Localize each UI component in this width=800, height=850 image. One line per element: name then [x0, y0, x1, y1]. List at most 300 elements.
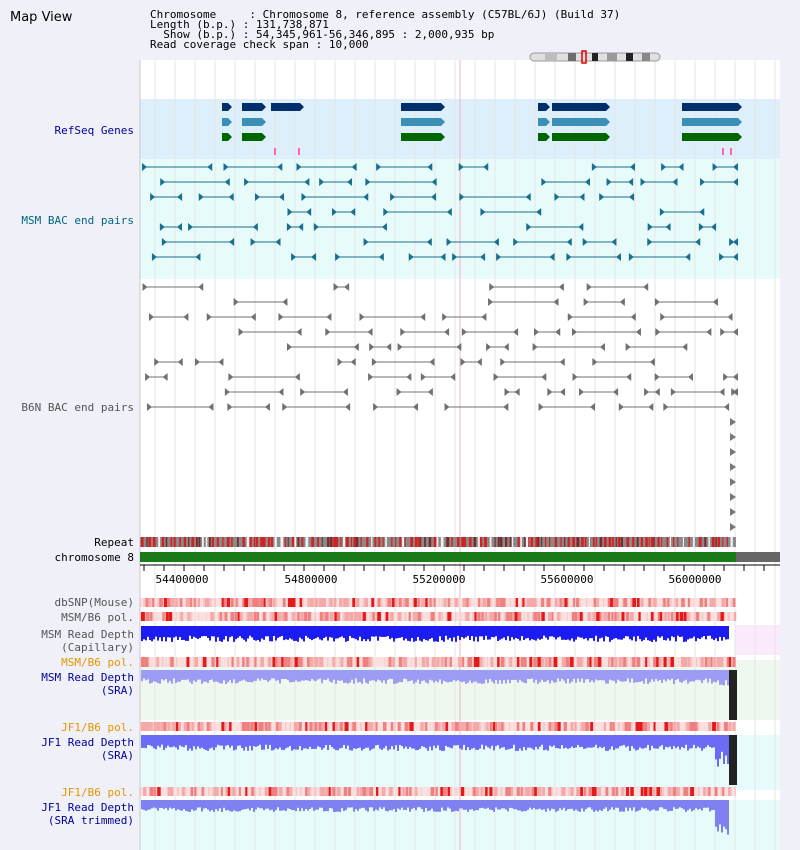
depth-bar: [543, 626, 545, 636]
repeat-element: [356, 537, 359, 547]
depth-bar: [649, 626, 651, 641]
heatmap-cell: [315, 722, 318, 731]
heatmap-cell: [564, 598, 567, 607]
depth-bar: [359, 735, 361, 748]
depth-bar: [153, 670, 155, 681]
depth-bar: [469, 800, 471, 810]
heatmap-cell: [676, 787, 679, 796]
depth-bar: [699, 800, 701, 809]
heatmap-cell: [680, 612, 684, 621]
heatmap-cell: [159, 657, 161, 667]
heatmap-cell: [564, 612, 567, 621]
depth-bar: [519, 626, 521, 641]
depth-bar: [513, 735, 515, 745]
repeat-element: [699, 537, 702, 547]
repeat-element: [188, 537, 189, 547]
depth-bar: [325, 626, 327, 637]
depth-bar: [317, 670, 319, 679]
depth-bar: [319, 626, 321, 639]
depth-bar: [635, 670, 637, 682]
depth-bar: [507, 670, 509, 680]
track-label-jf1-b6-pol-1[interactable]: JF1/B6 pol.: [61, 721, 134, 734]
repeat-element: [560, 537, 561, 547]
depth-bar: [681, 670, 683, 683]
depth-bar: [613, 670, 615, 681]
depth-bar: [389, 735, 391, 749]
repeat-element: [254, 537, 256, 547]
depth-bar-peak: [721, 800, 723, 832]
track-label-msm-depth-capillary[interactable]: MSM Read Depth: [41, 628, 134, 641]
depth-bar: [149, 800, 151, 809]
depth-bar: [243, 626, 245, 640]
depth-bar: [383, 670, 385, 680]
depth-bar: [657, 670, 659, 681]
depth-bar: [365, 735, 367, 748]
depth-bar: [573, 800, 575, 811]
depth-bar: [329, 670, 331, 682]
heatmap-cell: [626, 612, 629, 621]
depth-bar: [149, 626, 151, 640]
track-label-repeat[interactable]: Repeat: [94, 536, 134, 549]
heatmap-cell: [357, 787, 359, 796]
heatmap-cell: [301, 787, 305, 796]
heatmap-cell: [172, 722, 175, 731]
depth-bar: [409, 626, 411, 641]
heatmap-cell: [634, 612, 638, 621]
depth-bar: [173, 626, 175, 638]
depth-bar: [657, 735, 659, 749]
heatmap-cell: [522, 612, 524, 621]
depth-bar: [441, 626, 443, 640]
depth-bar: [247, 735, 249, 751]
repeat-element: [371, 537, 372, 547]
depth-bar: [551, 626, 553, 636]
depth-bar: [233, 800, 235, 810]
track-label-refseq[interactable]: RefSeq Genes: [54, 124, 134, 137]
depth-bar: [141, 626, 143, 641]
heatmap-cell: [511, 787, 514, 796]
depth-bar: [431, 735, 433, 750]
depth-bar: [361, 670, 363, 684]
depth-bar: [335, 735, 337, 750]
repeat-element: [649, 537, 650, 547]
chromosome-ideogram[interactable]: [530, 51, 660, 63]
depth-bar: [251, 670, 253, 682]
depth-bar: [641, 735, 643, 749]
heatmap-cell: [577, 722, 580, 731]
depth-bar: [457, 670, 459, 680]
depth-bar: [311, 735, 313, 749]
depth-bar: [165, 800, 167, 808]
heatmap-cell: [685, 598, 688, 607]
repeat-element: [693, 537, 695, 547]
depth-bar: [375, 670, 377, 682]
depth-bar: [487, 626, 489, 640]
depth-bar: [657, 800, 659, 810]
heatmap-cell: [245, 787, 247, 796]
track-label-b6n-bac[interactable]: B6N BAC end pairs: [21, 401, 134, 414]
depth-bar: [645, 626, 647, 638]
depth-bar: [349, 800, 351, 808]
track-label-msm-b6-pol-2[interactable]: MSM/B6 pol.: [61, 656, 134, 669]
depth-bar: [703, 735, 705, 749]
depth-bar: [257, 800, 259, 807]
depth-bar: [433, 800, 435, 812]
heatmap-cell: [152, 657, 155, 667]
depth-bar: [213, 735, 215, 750]
heatmap-cell: [290, 657, 292, 667]
depth-bar: [585, 626, 587, 638]
depth-bar: [235, 735, 237, 750]
depth-bar: [663, 626, 665, 640]
depth-bar: [501, 670, 503, 684]
depth-bar: [303, 800, 305, 811]
depth-bar: [719, 626, 721, 637]
depth-bar: [245, 670, 247, 681]
heatmap-cell: [501, 722, 503, 731]
depth-bar: [259, 670, 261, 681]
heatmap-cell: [569, 598, 572, 607]
depth-bar: [513, 626, 515, 639]
depth-bar: [615, 735, 617, 748]
heatmap-cell: [495, 722, 497, 731]
heatmap-cell: [617, 612, 620, 621]
depth-bar: [375, 800, 377, 809]
depth-bar: [539, 626, 541, 640]
depth-bar: [671, 800, 673, 811]
gene-feature: [222, 118, 228, 126]
heatmap-cell: [501, 657, 505, 667]
heatmap-cell: [268, 722, 270, 731]
track-label-msm-depth-sra[interactable]: MSM Read Depth: [41, 671, 134, 684]
depth-bar: [649, 670, 651, 682]
depth-bar: [367, 735, 369, 748]
depth-bar: [157, 626, 159, 641]
depth-bar: [385, 626, 387, 637]
heatmap-cell: [551, 722, 553, 731]
depth-bar: [201, 735, 203, 748]
heatmap-cell: [207, 722, 210, 731]
heatmap-cell: [247, 787, 250, 796]
heatmap-cell: [561, 722, 564, 731]
repeat-element: [330, 537, 333, 547]
depth-bar: [227, 800, 229, 810]
depth-bar: [301, 735, 303, 750]
depth-bar: [291, 670, 293, 682]
depth-bar: [241, 626, 243, 638]
repeat-element: [637, 537, 639, 547]
depth-bar: [697, 735, 699, 747]
depth-bar: [643, 735, 645, 748]
depth-bar: [149, 670, 151, 684]
depth-bar: [665, 735, 667, 747]
depth-bar: [647, 735, 649, 745]
heatmap-cell: [682, 722, 685, 731]
depth-bar: [653, 800, 655, 809]
depth-bar: [631, 670, 633, 679]
depth-bar: [269, 800, 271, 810]
depth-bar: [381, 670, 383, 683]
depth-bar: [575, 800, 577, 809]
depth-bar: [599, 670, 601, 680]
heatmap-cell: [549, 657, 551, 667]
depth-bar: [727, 626, 729, 639]
repeat-element: [600, 537, 603, 547]
heatmap-cell: [690, 787, 694, 796]
heatmap-cell: [626, 787, 629, 796]
depth-bar: [453, 735, 455, 745]
track-label-jf1-depth-trimmed[interactable]: JF1 Read Depth: [41, 801, 134, 814]
depth-bar: [643, 670, 645, 684]
view-title: Map View: [10, 10, 73, 25]
depth-bar: [291, 735, 293, 751]
track-label-msm-b6-pol-1[interactable]: MSM/B6 pol.: [61, 611, 134, 624]
heatmap-cell: [570, 657, 574, 667]
heatmap-cell: [699, 612, 701, 621]
track-label-jf1-b6-pol-2[interactable]: JF1/B6 pol.: [61, 786, 134, 799]
depth-bar: [411, 626, 413, 638]
heatmap-cell: [195, 612, 199, 621]
heatmap-cell: [562, 657, 566, 667]
repeat-element: [385, 537, 387, 547]
depth-bar-peak: [725, 670, 727, 680]
depth-bar: [433, 735, 435, 746]
heatmap-cell: [628, 657, 630, 667]
track-label-chromosome[interactable]: chromosome 8: [54, 551, 134, 564]
repeat-element: [581, 537, 584, 547]
heatmap-cell: [256, 787, 259, 796]
gene-feature: [682, 133, 738, 141]
depth-bar: [159, 670, 161, 684]
depth-bar: [337, 735, 339, 750]
heatmap-cell: [471, 598, 475, 607]
depth-bar: [617, 735, 619, 748]
heatmap-cell: [643, 612, 646, 621]
heatmap-cell: [265, 787, 268, 796]
depth-bar: [667, 670, 669, 679]
depth-bar: [471, 735, 473, 749]
depth-bar: [365, 800, 367, 810]
depth-bar: [515, 735, 517, 751]
depth-bar: [347, 800, 349, 808]
depth-bar: [407, 670, 409, 681]
depth-bar: [305, 670, 307, 680]
heatmap-cell: [389, 787, 393, 796]
depth-bar: [313, 800, 315, 811]
depth-bar: [223, 800, 225, 808]
heatmap-cell: [621, 787, 624, 796]
repeat-element: [673, 537, 674, 547]
depth-bar: [249, 800, 251, 811]
depth-bar: [549, 735, 551, 746]
depth-bar: [267, 800, 269, 808]
heatmap-cell: [494, 612, 497, 621]
heatmap-cell: [421, 722, 424, 731]
depth-bar: [155, 800, 157, 808]
depth-bar: [607, 626, 609, 637]
heatmap-cell: [261, 657, 264, 667]
heatmap-cell: [333, 657, 335, 667]
depth-bar: [587, 800, 589, 808]
repeat-element: [275, 537, 277, 547]
heatmap-cell: [724, 787, 728, 796]
depth-bar: [313, 735, 315, 749]
heatmap-cell: [517, 657, 519, 667]
depth-bar: [601, 800, 603, 811]
heatmap-cell: [685, 787, 688, 796]
depth-bar: [355, 670, 357, 678]
depth-bar: [637, 626, 639, 636]
heatmap-cell: [530, 722, 533, 731]
depth-bar: [321, 626, 323, 640]
heatmap-cell: [580, 787, 583, 796]
depth-bar: [593, 626, 595, 641]
depth-bar: [531, 626, 533, 639]
depth-bar: [609, 670, 611, 680]
depth-bar-peak: [715, 670, 717, 682]
heatmap-cell: [594, 598, 597, 607]
depth-bar: [579, 670, 581, 682]
depth-bar: [629, 626, 631, 639]
heatmap-cell: [481, 612, 483, 621]
heatmap-cell: [141, 612, 145, 621]
depth-bar: [265, 670, 267, 680]
depth-bar: [439, 626, 441, 636]
depth-bar: [417, 800, 419, 807]
heatmap-cell: [555, 598, 557, 607]
depth-bar: [339, 800, 341, 812]
depth-bar: [303, 670, 305, 681]
depth-bar: [393, 735, 395, 749]
depth-bar: [241, 735, 243, 748]
track-label-msm-bac[interactable]: MSM BAC end pairs: [21, 214, 134, 227]
heatmap-cell: [329, 722, 333, 731]
depth-bar: [505, 626, 507, 640]
depth-bar: [251, 800, 253, 808]
heatmap-cell: [720, 657, 722, 667]
repeat-element: [718, 537, 720, 547]
heatmap-cell: [671, 612, 673, 621]
depth-bar: [221, 626, 223, 642]
heatmap-cell: [239, 598, 242, 607]
heatmap-cell: [180, 657, 183, 667]
depth-bar: [263, 735, 265, 750]
depth-bar: [529, 800, 531, 808]
heatmap-cell: [216, 787, 218, 796]
repeat-element: [632, 537, 634, 547]
heatmap-cell: [383, 722, 386, 731]
chromosome-label: Chromosome: [150, 8, 217, 21]
heatmap-cell: [430, 722, 433, 731]
depth-bar: [577, 800, 579, 811]
depth-bar: [193, 626, 195, 637]
coverage-value: 10,000: [328, 38, 369, 51]
track-label-jf1-depth-sra[interactable]: JF1 Read Depth: [41, 736, 134, 749]
heatmap-cell: [457, 787, 459, 796]
depth-bar: [451, 670, 453, 682]
depth-bar: [561, 626, 563, 640]
depth-bar: [221, 670, 223, 684]
heatmap-cell: [497, 657, 499, 667]
axis-tick-label: 55200000: [412, 573, 466, 586]
heatmap-cell: [435, 612, 438, 621]
depth-bar: [537, 735, 539, 749]
depth-bar: [267, 735, 269, 749]
repeat-element: [366, 537, 368, 547]
heatmap-cell: [186, 787, 189, 796]
heatmap-cell: [407, 657, 411, 667]
depth-bar: [151, 735, 153, 746]
depth-bar: [449, 670, 451, 682]
depth-bar: [713, 670, 715, 682]
depth-bar: [533, 670, 535, 683]
depth-bar: [189, 626, 191, 636]
track-label-dbsnp[interactable]: dbSNP(Mouse): [54, 596, 134, 609]
heatmap-cell: [154, 598, 157, 607]
heatmap-cell: [300, 598, 303, 607]
depth-bar: [475, 670, 477, 681]
heatmap-cell: [549, 722, 551, 731]
heatmap-cell: [210, 787, 212, 796]
heatmap-cell: [512, 657, 514, 667]
depth-bar: [671, 735, 673, 749]
heatmap-cell: [660, 787, 662, 796]
heatmap-cell: [187, 657, 190, 667]
heatmap-cell: [372, 612, 374, 621]
heatmap-cell: [146, 612, 149, 621]
depth-bar: [297, 670, 299, 682]
depth-bar: [525, 626, 527, 638]
depth-bar: [713, 800, 715, 810]
depth-bar: [373, 800, 375, 811]
depth-bar: [511, 735, 513, 748]
depth-bar: [193, 735, 195, 746]
depth-bar: [591, 626, 593, 638]
depth-bar: [699, 670, 701, 680]
repeat-element: [317, 537, 319, 547]
depth-bar: [321, 800, 323, 808]
heatmap-cell: [394, 612, 397, 621]
heatmap-cell: [600, 612, 602, 621]
depth-bar: [687, 735, 689, 750]
depth-bar: [629, 670, 631, 682]
depth-bar: [547, 735, 549, 751]
heatmap-cell: [171, 598, 174, 607]
depth-bar: [547, 670, 549, 680]
heatmap-cell: [683, 657, 687, 667]
depth-bar: [521, 735, 523, 751]
depth-bar: [237, 800, 239, 811]
depth-bar: [309, 670, 311, 681]
heatmap-cell: [435, 722, 438, 731]
depth-bar: [399, 670, 401, 682]
depth-bar: [141, 800, 143, 809]
depth-bar: [351, 670, 353, 680]
depth-bar: [415, 626, 417, 641]
depth-bar: [233, 670, 235, 679]
depth-bar: [295, 670, 297, 680]
depth-bar: [617, 800, 619, 808]
depth-bar: [177, 800, 179, 809]
depth-bar: [159, 735, 161, 747]
depth-bar: [689, 670, 691, 682]
depth-bar: [597, 800, 599, 811]
depth-bar: [235, 670, 237, 683]
heatmap-cell: [157, 787, 160, 796]
depth-bar: [441, 800, 443, 808]
heatmap-cell: [234, 657, 237, 667]
heatmap-cell: [620, 722, 622, 731]
